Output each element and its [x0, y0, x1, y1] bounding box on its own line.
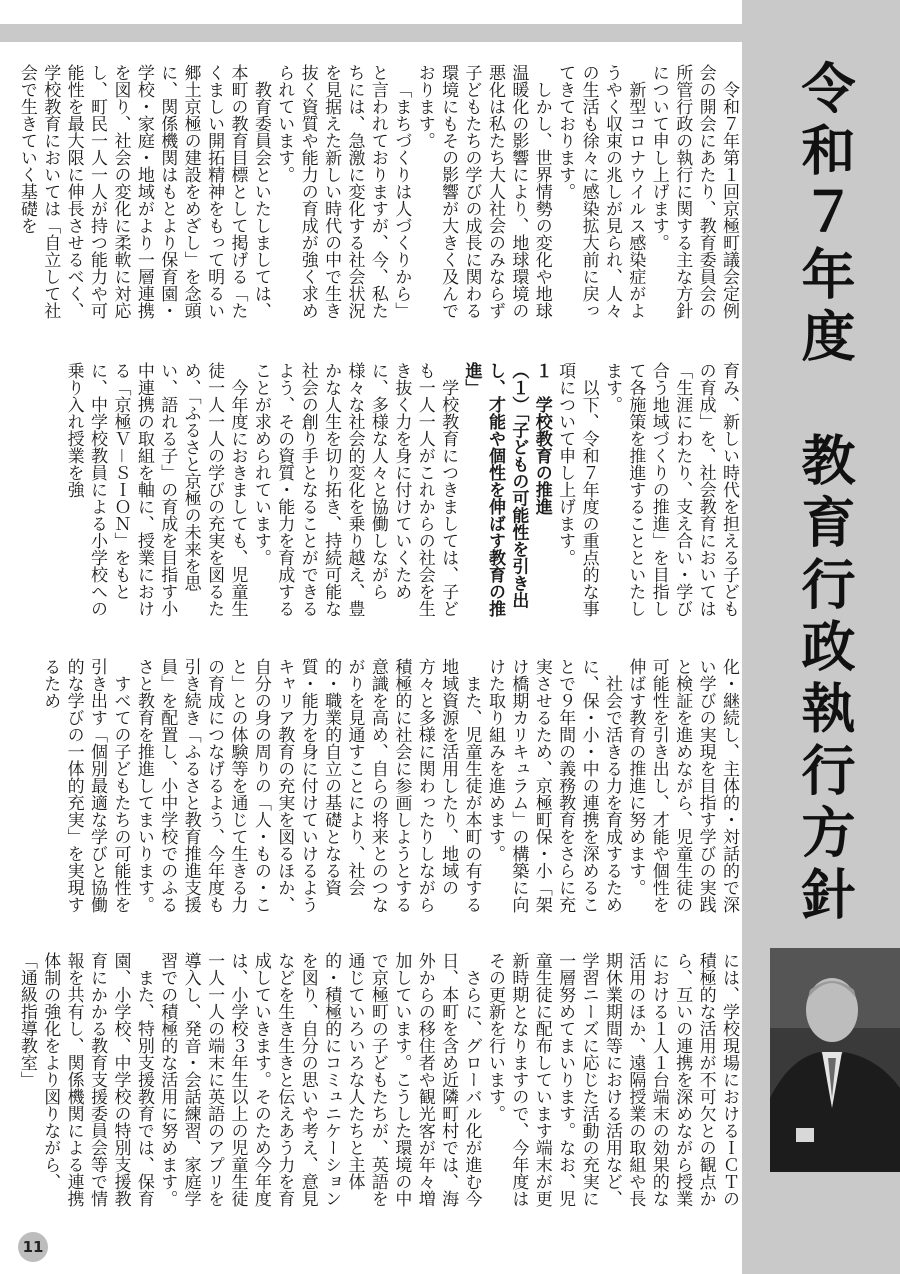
- section-heading: （１）「子どもの可能性を引き出し、才能や個性を伸ばす教育の推進」: [461, 362, 529, 617]
- text-tier-4: [16, 952, 740, 1214]
- paragraph: すべての子どもたちの可能性を引き出す「個別最適な学びと協働的な学びの一体的充実」を実現するため: [40, 658, 131, 913]
- paragraph: また、児童生徒が本町の有する地域資源を活用したり、地域の方々と多様に関わったりしながら積極的に社会に参画しようとする意識を高め、自らの将来とのつながりを見通すことにより、社会的・職業的自立の基礎となる資質・能力を身に付けていけるようキャリア教育の充実を図るほか、自分の身の周りの「人・もの・こと」との体験等を通じて生きる力の育成につなげるよう、今年度も引き続き「ふるさと教育推進支援員」を配置し、小中学校でのふるさと教育を推進してまいります。: [133, 658, 482, 913]
- text-tier-1: [16, 64, 740, 326]
- paragraph: また、特別支援教育では、保育園、小学校、中学校の特別支援教育にかかる教育支援委員会等で情報を共有し、関係機関による連携体制の強化をより図りながら、「通級指導教室」: [16, 952, 154, 1207]
- paragraph: 化・継続し、主体的・対話的で深い学びの実現を目指す学びの実践と検証を進めながら、児童生徒の可能性を引き出し、才能や個性を伸ばす教育の推進に努めます。: [625, 658, 739, 913]
- page-title: 令和７年度 教育行政執行方針: [793, 60, 857, 928]
- top-band: [0, 24, 742, 42]
- paragraph: 令和７年第１回京極町議会定例会の開会にあたり、教育委員会の所管行政の執行に関する主な方針について申し上げます。: [648, 64, 739, 319]
- paragraph: には、学校現場におけるＩＣＴの積極的な活用が不可欠との観点から、互いの連携を深めながら授業における１人１台端末の効果的な活用のほか、遠隔授業の取組や長期休業期間等における活用など、学習ニーズに応じた活動の充実に一層努めてまいります。なお、児童生徒に配布しています端末が更新時期となりますので、今年度はその更新を行います。: [484, 952, 739, 1207]
- paragraph: 育み、新しい時代を担える子どもの育成」を、社会教育においては「生涯にわたり、支え合い・学び合う地域づくりの推進」を目指して各施策を推進することといたします。: [601, 362, 739, 617]
- paragraph: 今年度におきましても、児童生徒一人一人の学びの充実を図るため、「ふるさと京極の未来を思い、語れる子」の育成を目指す小中連携の取組を軸に、授業における「京極Ｖ－ＳＩＯＮ」をもとに、中学校教員による小学校への乗り入れ授業を強: [63, 362, 248, 617]
- paragraph: 教育委員会といたしましては、本町の教育目標として掲げる「たくましい開拓精神をもって明るい郷土京極の建設をめざし」を念頭に、関係機関はもとより保育園・学校・家庭・地域がより一層連携を図り、社会の変化に柔軟に対応し、町民一人一人が持つ能力や可能性を最大限に伸長させるべく、学校教育においては「自立して社会で生きていく基礎を: [16, 64, 271, 319]
- paragraph: 以下、令和７年度の重点的な事項について申し上げます。: [555, 362, 599, 617]
- paragraph: 学校教育につきましては、子ども一人一人がこれからの社会を生き抜く力を身に付けていくために、多様な人々と協働しながら様々な社会的変化を乗り越え、豊かな人生を切り拓き、持続可能な社会の創り手となることができるよう、その資質・能力を育成することが求められています。: [250, 362, 459, 617]
- paragraph: しかし、世界情勢の変化や地球温暖化の影響により、地球環境の悪化は私たち大人社会のみならず子どもたちの学びの成長に関わる環境にもその影響が大きく及んでおります。: [414, 64, 552, 319]
- paragraph: さらに、グローバル化が進む今日、本町を含め近隣町村では、海外からの移住者や観光客が年々増加しています。こうした環境の中で京極町の子どもたちが、英語を通じていろいろな人たちと主体的・積極的にコミュニケーションを図り、自分の思いや考え、意見などを生き生きと伝えあう力を育成していきます。そのため今年度は、小学校３年生以上の児童生徒一人一人の端末に英語のアプリを導入し、発音・会話練習、家庭学習での積極的な活用に努めます。: [157, 952, 482, 1207]
- paragraph: 「まちづくりは人づくりから」と言われておりますが、今、私たちには、急激に変化する社会状況を見据えた新しい時代の中で生き抜く資質や能力の育成が強く求められています。: [274, 64, 412, 319]
- section-heading: １ 学校教育の推進: [531, 362, 552, 515]
- page-number: 11: [18, 1232, 48, 1262]
- paragraph: 新型コロナウイルス感染症がようやく収束の兆しが見られ、人々の生活も徐々に感染拡大前に戻ってきております。: [555, 64, 646, 319]
- portrait-photo: [770, 948, 900, 1172]
- text-tier-3: [40, 658, 740, 920]
- paragraph: 社会で活きる力を育成するために、保・小・中の連携を深めることで９年間の義務教育をさらに充実させるため、京極町保・小「架け橋期カリキュラム」の構築に向けた取り組みを進めます。: [484, 658, 622, 913]
- text-tier-2: [63, 362, 740, 624]
